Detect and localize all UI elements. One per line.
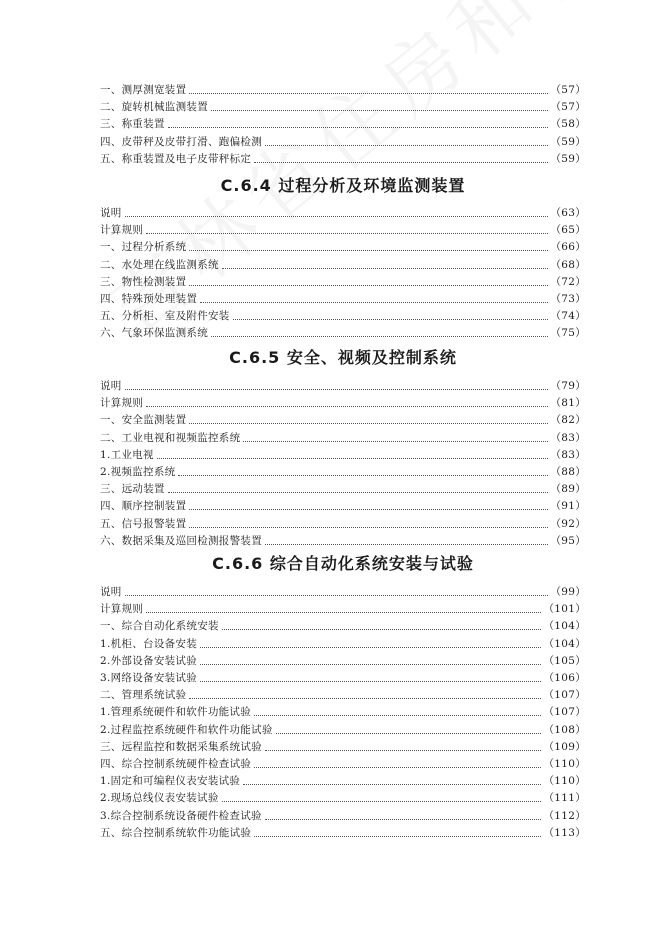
- toc-entry-page: （106）: [543, 672, 586, 684]
- toc-leader-dots: [222, 628, 542, 630]
- toc-entry: [100, 634, 586, 651]
- toc-entry: [100, 272, 586, 289]
- toc-entry-title: 1.固定和可编程仪表安装试验: [100, 775, 241, 788]
- toc-leader-dots: [276, 732, 542, 734]
- toc-entry-page: （110）: [543, 775, 586, 788]
- toc-entry-title: 2.现场总线仪表安装试验: [100, 792, 219, 805]
- toc-entry-page: （105）: [543, 654, 586, 667]
- toc-entry-page: （81）: [550, 397, 586, 410]
- toc-entry-title: 说明: [100, 207, 122, 219]
- toc-leader-dots: [200, 680, 541, 682]
- toc-entry-page: （109）: [543, 740, 586, 753]
- toc-entry-title: 四、综合控制系统硬件检查试验: [100, 758, 252, 770]
- toc-entry-page: （107）: [543, 706, 586, 719]
- toc-leader-dots: [243, 440, 548, 442]
- toc-entry-page: （113）: [543, 826, 586, 839]
- toc-entry-title: 五、称重装置及电子皮带秤标定: [100, 152, 252, 165]
- toc-entry-page: （59）: [550, 135, 586, 148]
- toc-entry: [100, 237, 586, 254]
- toc-leader-dots: [265, 749, 541, 751]
- toc-entry: [100, 737, 586, 754]
- toc-entry-title: 2.过程监控系统硬件和软件功能试验: [100, 723, 273, 736]
- toc-entry-title: 三、远程监控和数据采集系统试验: [100, 740, 262, 753]
- toc-entry-page: （88）: [550, 466, 586, 478]
- toc-entry-title: 一、综合自动化系统安装: [100, 620, 219, 633]
- toc-entry-title: 四、特殊预处理装置: [100, 293, 198, 305]
- toc-entry: [100, 668, 586, 685]
- toc-entry-page: （74）: [550, 310, 586, 323]
- toc-entry: [100, 720, 586, 737]
- toc-entry: [100, 445, 586, 462]
- toc-entry: [100, 685, 586, 702]
- toc-entry-page: （68）: [550, 258, 586, 271]
- toc-entry-title: 三、远动装置: [100, 483, 165, 496]
- toc-entry: [100, 149, 586, 166]
- toc-entry-title: 二、旋转机械监测装置: [100, 101, 208, 114]
- toc-entry: [100, 428, 586, 445]
- toc-entry-title: 一、安全监测装置: [100, 414, 187, 427]
- toc-entry-page: （73）: [550, 293, 586, 305]
- toc-leader-dots: [146, 232, 548, 234]
- toc-entry-page: （104）: [543, 620, 586, 633]
- toc-entry: [100, 616, 586, 633]
- toc-entry-page: （107）: [543, 689, 586, 702]
- toc-leader-dots: [189, 526, 548, 528]
- toc-entry: [100, 788, 586, 805]
- toc-entry: [100, 514, 586, 531]
- toc-entry-page: （112）: [543, 809, 586, 822]
- toc-entry: [100, 376, 586, 393]
- toc-entry: [100, 823, 586, 840]
- section-heading: C.6.4 过程分析及环境监测装置: [220, 176, 466, 195]
- toc-entry-page: （111）: [543, 792, 586, 805]
- toc-entry-page: （108）: [543, 723, 586, 736]
- toc-entry-page: （89）: [550, 483, 586, 496]
- toc-leader-dots: [125, 388, 549, 390]
- toc-entry: [100, 203, 586, 220]
- toc-entry: [100, 462, 586, 479]
- toc-entry: [100, 479, 586, 496]
- toc-leader-dots: [254, 766, 541, 768]
- toc-entry-title: 3.综合控制系统设备硬件检查试验: [100, 809, 262, 822]
- toc-entry-page: （104）: [543, 637, 586, 650]
- toc-entry-title: 说明: [100, 586, 122, 598]
- toc-entry-page: （83）: [550, 431, 586, 444]
- toc-leader-dots: [265, 144, 548, 146]
- toc-entry-title: 计算规则: [100, 224, 144, 237]
- section-heading: C.6.6 综合自动化系统安装与试验: [212, 554, 474, 573]
- toc-leader-dots: [222, 267, 549, 269]
- toc-leader-dots: [146, 611, 541, 613]
- toc-entry-title: 六、数据采集及巡回检测报警装置: [100, 534, 262, 547]
- toc-entry-page: （75）: [550, 327, 586, 340]
- toc-entry-title: 五、综合控制系统软件功能试验: [100, 826, 252, 839]
- toc-entry: [100, 702, 586, 719]
- toc-leader-dots: [157, 457, 549, 459]
- toc-entry-title: 1.机柜、台设备安装: [100, 637, 198, 650]
- toc-entry-title: 2.外部设备安装试验: [100, 654, 198, 667]
- toc-entry-title: 四、皮带秤及皮带打滑、跑偏检测: [100, 135, 262, 148]
- toc-leader-dots: [189, 284, 548, 286]
- toc-entry-page: （57）: [550, 101, 586, 114]
- toc-leader-dots: [189, 422, 548, 424]
- toc-entry-page: （101）: [543, 603, 586, 616]
- toc-entry-page: （99）: [550, 586, 586, 598]
- toc-leader-dots: [233, 318, 549, 320]
- toc-entry-title: 三、物性检测装置: [100, 275, 187, 288]
- toc-leader-dots: [189, 697, 541, 699]
- toc-leader-dots: [243, 783, 541, 785]
- toc-leader-dots: [254, 161, 548, 163]
- toc-leader-dots: [168, 491, 549, 493]
- toc-leader-dots: [254, 835, 541, 837]
- toc-entry-page: （66）: [550, 241, 586, 254]
- toc-leader-dots: [211, 109, 548, 111]
- toc-leader-dots: [125, 215, 549, 217]
- toc-leader-dots: [254, 714, 541, 716]
- toc-entry: [100, 410, 586, 427]
- toc-entry: [100, 599, 586, 616]
- toc-leader-dots: [265, 818, 542, 820]
- toc-entry-title: 1.工业电视: [100, 448, 154, 461]
- toc-entry: [100, 531, 586, 548]
- toc-entry: [100, 97, 586, 114]
- toc-leader-dots: [222, 800, 542, 802]
- toc-entry-title: 五、信号报警装置: [100, 517, 187, 530]
- toc-entry: [100, 114, 586, 131]
- toc-entry: [100, 582, 586, 599]
- toc-entry: [100, 80, 586, 97]
- toc-entry-page: （65）: [550, 224, 586, 237]
- toc-leader-dots: [189, 92, 548, 94]
- toc-entry-page: （63）: [550, 207, 586, 219]
- toc-leader-dots: [168, 126, 549, 128]
- toc-leader-dots: [265, 543, 548, 545]
- toc-entry: [100, 651, 586, 668]
- toc-entry-page: （57）: [550, 84, 586, 96]
- toc-entry: [100, 393, 586, 410]
- toc-entry-title: 一、过程分析系统: [100, 241, 187, 254]
- toc-leader-dots: [200, 646, 541, 648]
- toc-entry-page: （79）: [550, 380, 586, 392]
- toc-entry: [100, 132, 586, 149]
- toc-leader-dots: [189, 508, 548, 510]
- toc-entry-title: 计算规则: [100, 397, 144, 410]
- toc-entry-page: （95）: [550, 534, 586, 547]
- toc-entry-page: （91）: [550, 500, 586, 513]
- toc-entry-title: 1.管理系统硬件和软件功能试验: [100, 706, 252, 719]
- toc-entry-page: （110）: [543, 758, 586, 770]
- toc-entry-title: 三、称重装置: [100, 118, 165, 131]
- toc-entry-title: 二、工业电视和视频监控系统: [100, 431, 241, 444]
- toc-entry-title: 3.网络设备安装试验: [100, 672, 198, 684]
- toc-entry: [100, 220, 586, 237]
- toc-entry-title: 说明: [100, 380, 122, 392]
- toc-leader-dots: [211, 335, 548, 337]
- toc-entry-page: （72）: [550, 275, 586, 288]
- toc-entry-title: 二、水处理在线监测系统: [100, 258, 219, 271]
- toc-entry-title: 五、分析柜、室及附件安装: [100, 310, 230, 323]
- section-heading: C.6.5 安全、视频及控制系统: [229, 348, 457, 367]
- toc-entry: [100, 289, 586, 306]
- toc-entry-page: （59）: [550, 152, 586, 165]
- toc-entry-title: 计算规则: [100, 603, 144, 616]
- toc-leader-dots: [146, 405, 548, 407]
- toc-entry-title: 二、管理系统试验: [100, 689, 187, 702]
- toc-entry-page: （92）: [550, 517, 586, 530]
- toc-entry-title: 六、气象环保监测系统: [100, 327, 208, 340]
- toc-leader-dots: [200, 301, 548, 303]
- toc-entry-page: （82）: [550, 414, 586, 427]
- toc-entry-title: 一、测厚测宽装置: [100, 84, 187, 96]
- toc-entry: [100, 806, 586, 823]
- toc-leader-dots: [125, 594, 549, 596]
- toc-entry: [100, 306, 586, 323]
- toc-leader-dots: [200, 663, 541, 665]
- toc-entry: [100, 754, 586, 771]
- toc-leader-dots: [178, 474, 548, 476]
- toc-entry-page: （83）: [550, 448, 586, 461]
- toc-entry-title: 2.视频监控系统: [100, 466, 176, 478]
- toc-entry: [100, 255, 586, 272]
- toc-entry: [100, 496, 586, 513]
- toc-entry: [100, 323, 586, 340]
- toc-entry-page: （58）: [550, 118, 586, 131]
- toc-leader-dots: [189, 249, 548, 251]
- toc-entry: [100, 771, 586, 788]
- toc-entry-title: 四、顺序控制装置: [100, 500, 187, 513]
